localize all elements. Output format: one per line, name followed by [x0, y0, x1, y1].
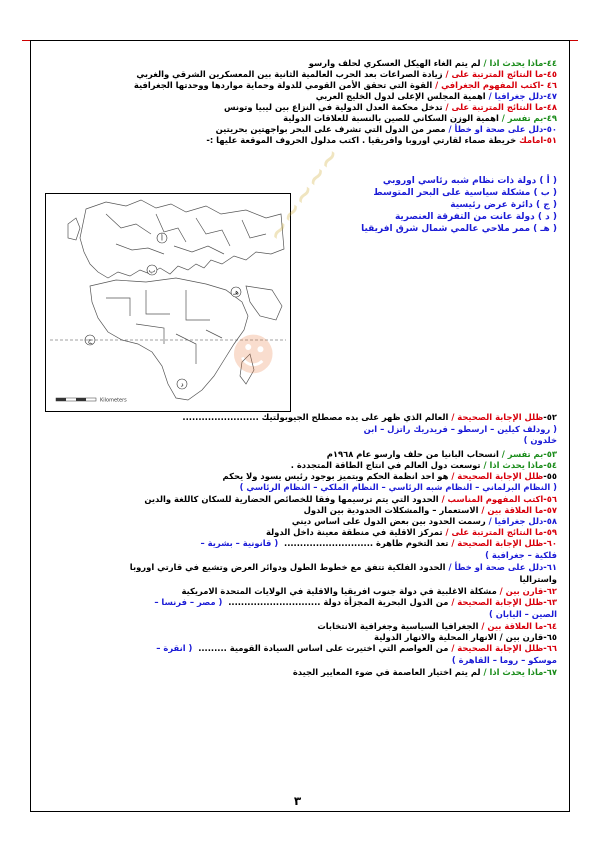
question-64: ٦٤-ما العلاقة بين / الجغرافيا السياسية وجغرافية الانتخابات [317, 621, 557, 631]
map-letter-a: أ [161, 234, 163, 243]
question-53: ٥٣-بم تفسر / انسحاب البانيا من حلف وارسو عام ١٩٦٨م [326, 449, 557, 459]
watermark-figure: ☻ [225, 326, 280, 385]
watermark-1: ~~~~~ [260, 141, 348, 249]
map-drawing [46, 194, 290, 411]
question-67: ٦٧-ماذا يحدث اذا / لم يتم اختيار العاصمة في ضوء المعايير الجيدة [292, 667, 557, 677]
question-55-options: ( النظام البرلماني – النظام شبه الرئاسي – النظام الملكي – النظام الرئاسي ) [239, 482, 557, 492]
question-59: ٥٩-ما النتائج المترتبة على / تمركز الاقلية في منطقة معينة داخل الدولة [265, 527, 557, 537]
question-61-cont: واستراليا [519, 574, 557, 584]
question-63: ٦٣-ظلل الإجابة الصحيحة / من الدول البحرية المجزأة دولة ............................. ( مصر – فرنسا – [154, 597, 557, 607]
question-65: ٦٥-قارن بين / الانهار المحلية والانهار الدولية [374, 632, 557, 642]
map-letter-e: هـ [233, 288, 239, 297]
corner-mark-right [570, 40, 578, 41]
question-66: ٦٦-ظلل الإجابة الصحيحة / من العواصم التي اختيرت على اساس السيادة القومية ......... ( انقرة – [156, 643, 557, 653]
question-58: ٥٨-دلل جغرافيا / رسمت الحدود بين بعض الدول على اساس ديني [291, 516, 557, 526]
question-60-cont: فلكية – جغرافية ) [485, 550, 557, 560]
question-52: ٥٢-ظلل الإجابة الصحيحة / العالم الذي ظهر على يده مصطلح الجيوبولتيك ........................ [182, 412, 557, 422]
question-63-cont: الصين – اليابان ) [488, 609, 557, 619]
map-scale-label: Kilometers [100, 397, 127, 404]
question-44: ٤٤-ماذا يحدث اذا / لم يتم الغاء الهيكل العسكري لحلف وارسو [308, 58, 557, 68]
question-61: ٦١-دلل على صحة او خطأ / الحدود الفلكية تتفق مع خطوط الطول ودوائر العرض وتشيع في قارتي اوروبا [129, 562, 557, 572]
question-52-options: ( رودلف كيلين – ارسطو – فريدريك راتزل – ابن [363, 424, 557, 434]
question-56: ٥٦-اكتب المفهوم المناسب / الحدود التي يتم ترسيمها وفقا للخصائص الحضارية للسكان كاللغة والدين [144, 494, 557, 504]
map-letter-c: ج [87, 336, 93, 345]
map-item-a: ( أ ) دولة ذات نظام شبه رئاسي اوروبي [382, 176, 557, 186]
corner-mark-left [22, 40, 30, 41]
question-48: ٤٨-ما النتائج المترتبة على / تدخل محكمة العدل الدولية في النزاع بين ليبيا وتونس [224, 102, 557, 112]
question-47: ٤٧-دلل جغرافيا / اهمية المجلس الإعلى لدول الخليج العربي [315, 91, 557, 101]
question-57: ٥٧-ما العلاقة بين / الاستعمار – والمشكلات الحدودية بين الدول [303, 505, 557, 515]
blank-map-europe-africa [45, 193, 291, 412]
map-item-b: ( ب ) مشكلة سياسية على البحر المتوسط [373, 188, 557, 198]
question-51: ٥١-امامك خريطة صماء لقارتي اوروبا وافريقيا . اكتب مدلول الحروف الموقعة عليها :- [206, 135, 557, 145]
question-49: ٤٩-بم تفسر / اهمية الوزن السكاني للصين بالنسبة للعلاقات الدولية [283, 113, 557, 123]
question-66-cont: موسكو – روما – القاهرة ) [451, 655, 557, 665]
map-item-c: ( ج ) دائرة عرض رئيسية [450, 200, 557, 210]
question-50: ٥٠-دلل على صحة او خطأ / مصر من الدول التي تشرف على البحر بواجهتين بحريتين [215, 124, 557, 134]
map-item-d: ( د ) دولة عانت من التفرقة العنصرية [394, 212, 557, 222]
map-letter-b: ب [148, 266, 156, 275]
question-55: ٥٥-ظلل الإجابة الصحيحة / هو احد انظمة الحكم ويتميز بوجود رئيس يسود ولا يحكم [222, 471, 557, 481]
question-54: ٥٤-ماذا يحدث اذا / توسعت دول العالم في انتاج الطاقة المتجددة . [290, 460, 557, 470]
question-45: ٤٥-ما النتائج المترتبة على / زيادة الصراعات بعد الحرب العالمية الثانية بين المعسكرين الشرقي والغربي [136, 69, 557, 79]
map-item-e: ( هـ ) ممر ملاحي عالمي شمال شرق افريقيا [361, 224, 557, 234]
question-62: ٦٢-قارن بين / مشكلة الاغلبية في دولة جنوب افريقيا والاقلية في الولايات المتحدة الامريكية [181, 586, 557, 596]
question-60: ٦٠-ظلل الإجابة الصحيحة / تعد التخوم ظاهرة ............................ ( قانونية – بشرية – [200, 538, 557, 548]
question-52-options-cont: خلدون ) [523, 435, 557, 445]
page-number: ٣ [293, 794, 302, 808]
map-letter-d: د [180, 380, 184, 389]
question-46: ٤٦ -اكتب المفهوم الجغرافي / القوة التي تحقق الأمن القومي للدولة وحماية مواردها ووحدتها الجغرافية [133, 80, 557, 90]
